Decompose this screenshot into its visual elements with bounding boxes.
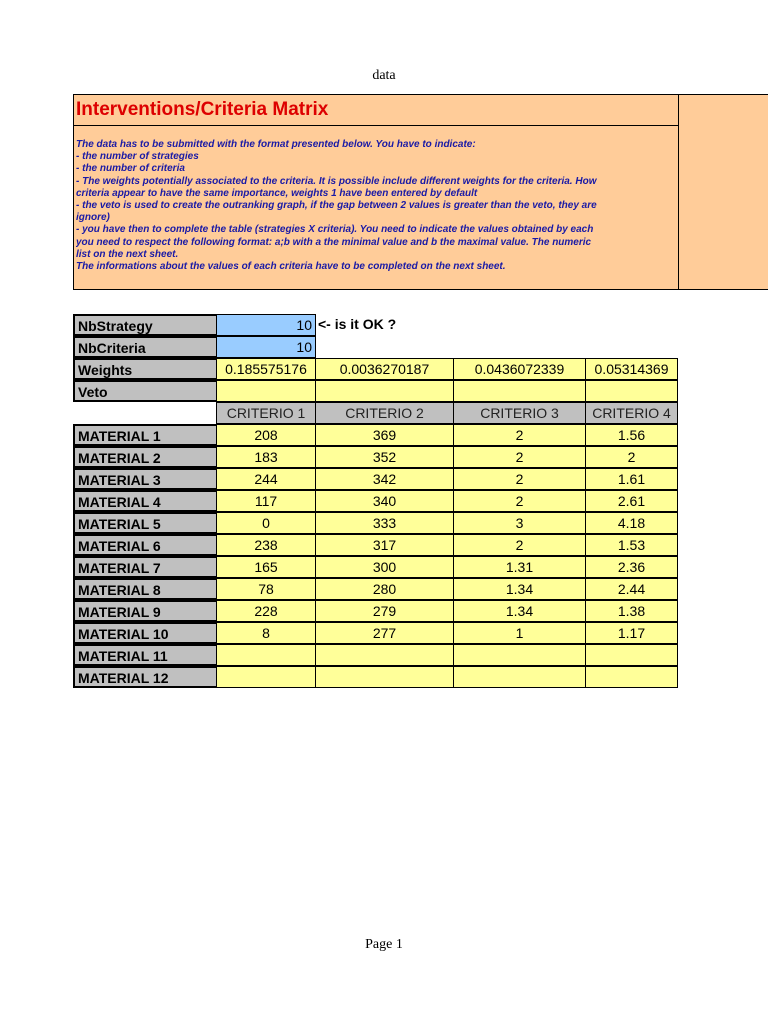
matrix-cell[interactable]: 4.18: [585, 512, 678, 534]
criteria-header: CRITERIO 2: [315, 402, 454, 424]
matrix-cell[interactable]: [585, 666, 678, 688]
instruction-line: - you have then to complete the table (strategies X criteria). You need to indicate the values obtained by each: [76, 224, 594, 236]
matrix-cell[interactable]: 340: [315, 490, 454, 512]
criteria-header: CRITERIO 3: [453, 402, 586, 424]
matrix-cell[interactable]: 280: [315, 578, 454, 600]
matrix-cell[interactable]: 1.34: [453, 578, 586, 600]
material-label: MATERIAL 5: [73, 512, 218, 534]
material-label: MATERIAL 7: [73, 556, 218, 578]
matrix-cell[interactable]: 333: [315, 512, 454, 534]
matrix-cell[interactable]: 2.44: [585, 578, 678, 600]
matrix-cell[interactable]: [453, 666, 586, 688]
matrix-cell[interactable]: 300: [315, 556, 454, 578]
matrix-cell[interactable]: 165: [216, 556, 316, 578]
material-label: MATERIAL 3: [73, 468, 218, 490]
nb-criteria-label: NbCriteria: [73, 336, 218, 358]
nb-strategy-input[interactable]: 10: [216, 314, 316, 336]
matrix-cell[interactable]: 1.17: [585, 622, 678, 644]
matrix-cell[interactable]: 277: [315, 622, 454, 644]
matrix-cell[interactable]: 117: [216, 490, 316, 512]
instruction-line: - the veto is used to create the outranking graph, if the gap between 2 values is greater than the veto, they are: [76, 200, 597, 212]
matrix-cell[interactable]: 1: [453, 622, 586, 644]
material-label: MATERIAL 10: [73, 622, 218, 644]
weight-cell[interactable]: 0.185575176: [216, 358, 316, 380]
matrix-cell[interactable]: 317: [315, 534, 454, 556]
matrix-cell[interactable]: 238: [216, 534, 316, 556]
matrix-cell[interactable]: 1.38: [585, 600, 678, 622]
weights-label: Weights: [73, 358, 218, 380]
instructions-box: [73, 94, 768, 290]
matrix-cell[interactable]: 2: [585, 446, 678, 468]
matrix-cell[interactable]: [216, 666, 316, 688]
matrix-cell[interactable]: 1.34: [453, 600, 586, 622]
criteria-header: CRITERIO 1: [216, 402, 316, 424]
matrix-cell[interactable]: [315, 644, 454, 666]
instruction-line: - The weights potentially associated to the criteria. It is possible include different weights for the criteria. How: [76, 175, 597, 187]
matrix-cell[interactable]: [453, 644, 586, 666]
material-label: MATERIAL 9: [73, 600, 218, 622]
veto-cell[interactable]: [216, 380, 316, 402]
material-label: MATERIAL 6: [73, 534, 218, 556]
matrix-cell[interactable]: 1.56: [585, 424, 678, 446]
matrix-cell[interactable]: 208: [216, 424, 316, 446]
veto-label: Veto: [73, 380, 218, 402]
matrix-cell[interactable]: 3: [453, 512, 586, 534]
box-edge: [678, 94, 679, 290]
matrix-cell[interactable]: 352: [315, 446, 454, 468]
veto-cell[interactable]: [315, 380, 454, 402]
instruction-line: list on the next sheet.: [76, 248, 179, 260]
instructions-text: [76, 139, 678, 273]
weight-cell[interactable]: 0.05314369: [585, 358, 678, 380]
matrix-cell[interactable]: 228: [216, 600, 316, 622]
instruction-line: The data has to be submitted with the format presented below. You have to indicate:: [76, 139, 476, 150]
material-label: MATERIAL 4: [73, 490, 218, 512]
instruction-line: ignore): [76, 212, 110, 224]
instruction-line: you need to respect the following format: a;b with a the minimal value and b the maximal value. The numeric: [76, 236, 592, 248]
matrix-cell[interactable]: [315, 666, 454, 688]
nb-criteria-input[interactable]: 10: [216, 336, 316, 358]
page-header: data: [372, 68, 396, 83]
instruction-line: - the number of strategies: [76, 151, 199, 163]
matrix-cell[interactable]: 369: [315, 424, 454, 446]
instruction-line: criteria appear to have the same importance, weights 1 have been entered by default: [76, 187, 478, 199]
veto-cell[interactable]: [585, 380, 678, 402]
matrix-cell[interactable]: 183: [216, 446, 316, 468]
material-label: MATERIAL 2: [73, 446, 218, 468]
matrix-cell[interactable]: 2: [453, 446, 586, 468]
material-label: MATERIAL 11: [73, 644, 218, 666]
matrix-cell[interactable]: 0: [216, 512, 316, 534]
matrix-cell[interactable]: 2: [453, 424, 586, 446]
ok-note: <- is it OK ?: [318, 316, 397, 332]
matrix-cell[interactable]: 1.31: [453, 556, 586, 578]
matrix-cell[interactable]: 1.61: [585, 468, 678, 490]
matrix-cell[interactable]: 2: [453, 534, 586, 556]
criteria-header: CRITERIO 4: [585, 402, 678, 424]
instruction-line: - the number of criteria: [76, 163, 185, 175]
matrix-cell[interactable]: 2.36: [585, 556, 678, 578]
matrix-cell[interactable]: [216, 644, 316, 666]
instruction-line: The informations about the values of each criteria have to be completed on the next sheet.: [76, 261, 506, 273]
matrix-cell[interactable]: 1.53: [585, 534, 678, 556]
title-divider: [74, 125, 679, 126]
weight-cell[interactable]: 0.0036270187: [315, 358, 454, 380]
matrix-cell[interactable]: 342: [315, 468, 454, 490]
matrix-cell[interactable]: 279: [315, 600, 454, 622]
veto-cell[interactable]: [453, 380, 586, 402]
nb-strategy-label: NbStrategy: [73, 314, 218, 336]
matrix-cell[interactable]: 78: [216, 578, 316, 600]
matrix-cell[interactable]: 2: [453, 468, 586, 490]
matrix-cell[interactable]: [585, 644, 678, 666]
matrix-cell[interactable]: 2: [453, 490, 586, 512]
matrix-cell[interactable]: 2.61: [585, 490, 678, 512]
matrix-cell[interactable]: 244: [216, 468, 316, 490]
matrix-cell[interactable]: 8: [216, 622, 316, 644]
weight-cell[interactable]: 0.0436072339: [453, 358, 586, 380]
material-label: MATERIAL 12: [73, 666, 218, 688]
material-label: MATERIAL 8: [73, 578, 218, 600]
page-footer: Page 1: [365, 937, 403, 952]
material-label: MATERIAL 1: [73, 424, 218, 446]
matrix-title: Interventions/Criteria Matrix: [76, 99, 329, 120]
